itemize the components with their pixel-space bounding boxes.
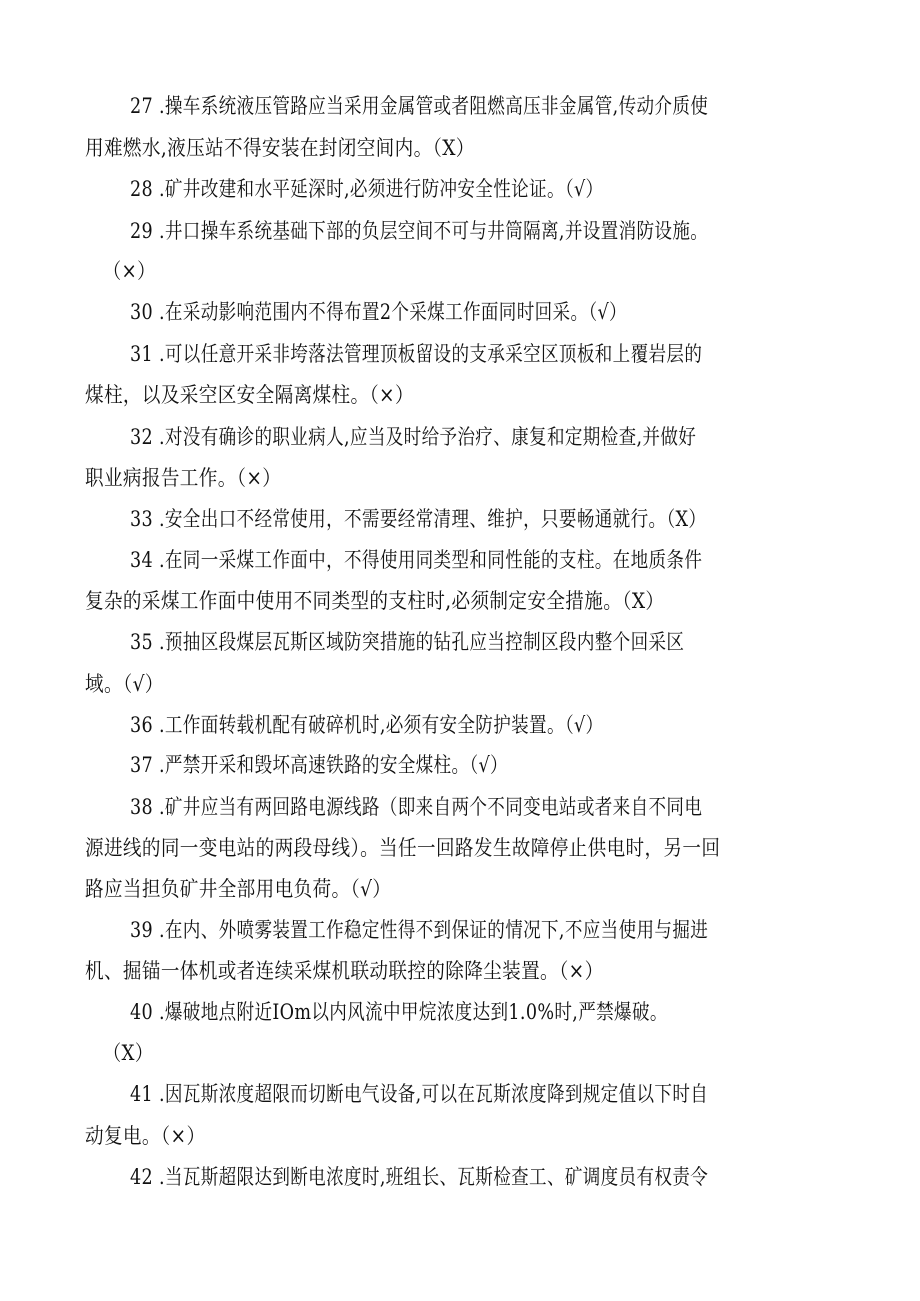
text-line: 机、掘锚一体机或者连续采煤机联动联控的除降尘装置。（×） (85, 959, 604, 983)
text-line: 职业病报告工作。（×） (85, 466, 282, 490)
text-line: 33 .安全出口不经常使用，不需要经常清理、维护，只要畅通就行。（X） (130, 507, 707, 531)
text-line: 42 .当瓦斯超限达到断电浓度时,班组长、瓦斯检查工、矿调度员有权责令 (130, 1165, 709, 1189)
text-line: 28 .矿井改建和水平延深时,必须进行防冲安全性论证。（√） (130, 177, 604, 201)
text-line: 域。（√） (85, 672, 164, 696)
text-line: 40 .爆破地点附近IOm以内风流中甲烷浓度达到1.0%时,严禁爆破。 (130, 1000, 668, 1024)
text-line: 路应当担负矿井全部用电负荷。（√） (85, 877, 392, 901)
text-line: （×） (103, 259, 156, 283)
text-line: 29 .井口操车系统基础下部的负层空间不可与井筒隔离,并设置消防设施。 (130, 219, 709, 243)
text-line: 动复电。（×） (85, 1124, 206, 1148)
text-line: 32 .对没有确诊的职业病人,应当及时给予治疗、康复和定期检查,并做好 (130, 425, 697, 449)
text-line: （X） (103, 1041, 154, 1065)
text-line: 31 .可以任意开采非垮落法管理顶板留设的支承采空区顶板和上覆岩层的 (130, 342, 703, 366)
text-line: 39 .在内、外喷雾装置工作稳定性得不到保证的情况下,不应当使用与掘进 (130, 918, 709, 942)
text-line: 煤柱，以及采空区安全隔离煤柱。（×） (85, 383, 414, 407)
text-line: 27 .操车系统液压管路应当采用金属管或者阻燃高压非金属管,传动介质使 (130, 94, 709, 118)
text-line: 41 .因瓦斯浓度超限而切断电气设备,可以在瓦斯浓度降到规定值以下时自 (130, 1082, 709, 1106)
text-line: 36 .工作面转载机配有破碎机时,必须有安全防护装置。（√） (130, 713, 604, 737)
text-line: 35 .预抽区段煤层瓦斯区域防突措施的钻孔应当控制区段内整个回采区 (130, 630, 685, 654)
text-line: 复杂的采煤工作面中使用不同类型的支柱时,必须制定安全措施。（X） (85, 589, 665, 613)
text-line: 用难燃水,液压站不得安装在封闭空间内。（X） (85, 136, 475, 160)
text-line: 37 .严禁开采和毁坏高速铁路的安全煤柱。（√） (130, 753, 508, 777)
text-line: 30 .在采动影响范围内不得布置2个采煤工作面同时回采。（√） (130, 300, 627, 324)
text-line: 源进线的同一变电站的两段母线）。当任一回路发生故障停止供电时，另一回 (85, 836, 721, 860)
text-line: 38 .矿井应当有两回路电源线路（即来自两个不同变电站或者来自不同电 (130, 795, 703, 819)
text-line: 34 .在同一采煤工作面中，不得使用同类型和同性能的支柱。在地质条件 (130, 548, 703, 572)
